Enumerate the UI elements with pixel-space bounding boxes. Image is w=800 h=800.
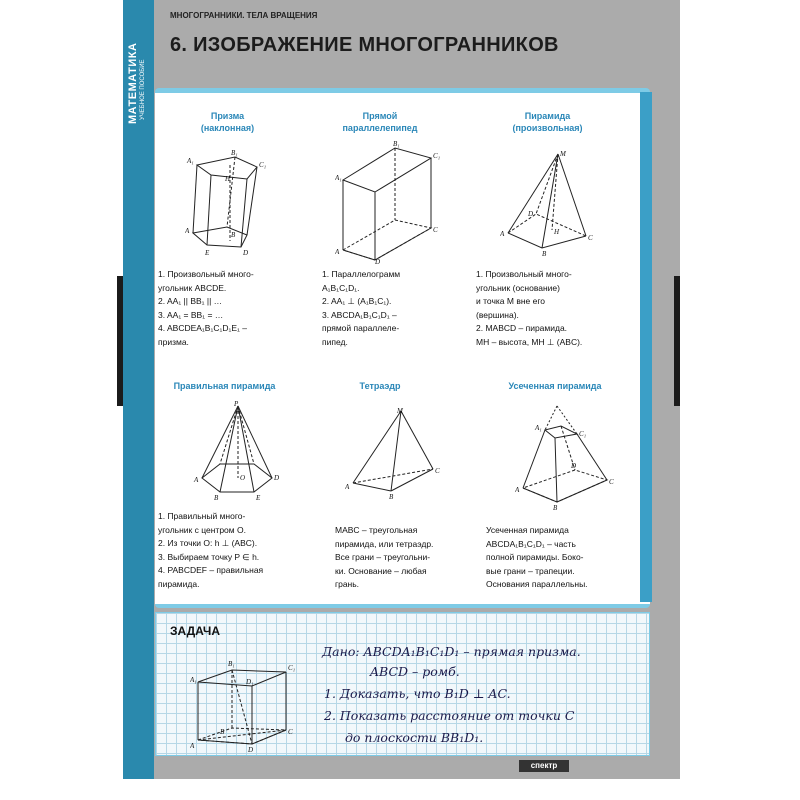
svg-text:A₁: A₁ [187,157,194,165]
text-line: 3. AA₁ = BB₁ = … [158,309,224,320]
text-line: 4. ABCDEA₁B₁C₁D₁E₁ – [158,323,247,333]
truncated-pyramid-figure [515,400,615,510]
text-line: 2. Из точки O: h ⊥ (ABC). [158,538,258,548]
heading-truncated-pyramid [490,380,620,392]
svg-text:B: B [214,494,219,502]
text-line: угольник ABCDE. [158,282,227,293]
text-line: и точка M вне его [476,296,545,306]
task-item-1: 1. Доказать, что B₁D ⊥ AC. [324,686,511,701]
text-line: 1. Произвольный много- [158,269,254,279]
heading-pyramid [495,110,600,134]
svg-text:A: A [515,486,520,494]
svg-text:B: B [542,250,547,258]
text-line: 2. AA₁ ⊥ (A₁B₁C₁). [322,296,392,306]
task-title: ЗАДАЧА [170,624,221,638]
svg-text:H: H [554,228,560,236]
svg-text:A₁: A₁ [335,174,342,182]
heading-line: Пирамида [524,111,571,121]
prism-figure [185,145,280,265]
heading-line: параллелепипед [342,123,418,133]
heading-line: Правильная пирамида [173,381,276,391]
heading-parallelepiped [325,110,435,134]
heading-line: Прямой [362,111,398,121]
publisher-logo: спектр [519,760,569,772]
tetrahedron-figure [345,405,445,500]
heading-line: Тетраэдр [359,381,401,391]
text-tetrahedron [335,524,433,592]
text-line: прямой параллеле- [322,323,400,333]
text-line: Основания параллельны. [486,579,588,589]
svg-text:C: C [609,478,614,486]
right-edge-tab [674,276,680,406]
text-line: вые грани – трапеции. [486,565,575,576]
text-line: Усеченная пирамида [486,525,569,535]
svg-text:A: A [194,476,199,484]
text-line: призма. [158,336,189,347]
heading-line: (произвольная) [512,123,583,133]
text-line: ABCDA₁B₁C₁D₁ – часть [486,538,576,549]
text-line: пирамида, или тетраэдр. [335,538,434,549]
text-line: угольник (основание) [476,282,560,293]
pre-title: МНОГОГРАННИКИ. ТЕЛА ВРАЩЕНИЯ [170,11,318,20]
svg-text:A₁: A₁ [190,676,197,684]
svg-text:C₁: C₁ [579,430,587,438]
svg-text:B₁: B₁ [228,660,235,668]
text-line: ки. Основание – любая [335,565,427,576]
svg-text:E: E [205,249,210,257]
sidebar-strip [123,0,154,779]
text-line: MABC – треугольная [335,525,418,535]
page-title: 6. ИЗОБРАЖЕНИЕ МНОГОГРАННИКОВ [170,34,559,56]
svg-text:C₁: C₁ [259,161,267,169]
heading-line: (наклонная) [200,123,255,133]
svg-text:B: B [231,231,236,239]
svg-text:B₁: B₁ [231,149,238,157]
svg-text:A: A [185,227,190,235]
svg-text:A: A [345,483,350,491]
heading-prism [175,110,280,134]
text-line: MH – высота, MH ⊥ (ABC). [476,336,583,347]
text-line: грань. [335,579,360,589]
svg-text:D: D [571,462,577,470]
text-line: 1. Параллелограмм [322,269,401,279]
panel-accent-bar [640,92,652,602]
svg-text:P: P [234,400,239,408]
svg-text:D: D [274,474,280,482]
svg-text:E: E [256,494,261,502]
heading-regular-pyramid [162,380,287,392]
svg-text:B: B [389,493,394,500]
heading-line: Усеченная пирамида [508,381,602,391]
text-prism [158,268,254,349]
svg-text:M: M [560,150,566,158]
sidebar-subject: МАТЕМАТИКА [127,42,139,124]
text-line: 3. Выбираем точку P ∈ h. [158,551,260,562]
text-line: полной пирамиды. Боко- [486,552,584,562]
svg-text:C₁: C₁ [288,664,296,672]
svg-text:B: B [553,504,558,510]
text-line: пирамида. [158,578,200,589]
svg-text:C: C [588,234,593,242]
pyramid-figure [500,148,595,258]
svg-text:D: D [528,210,534,218]
text-line: 2. MABCD – пирамида. [476,323,568,333]
svg-text:A: A [500,230,505,238]
footer-fine-print [575,761,675,773]
svg-text:C: C [435,467,440,475]
heading-tetrahedron [340,380,420,392]
svg-text:A: A [190,742,195,750]
task-item-2-cont: до плоскости BB₁D₁. [345,730,484,745]
svg-text:A₁: A₁ [535,424,542,432]
svg-text:C₁: C₁ [433,152,441,160]
text-line: 3. ABCDA₁B₁C₁D₁ – [322,309,397,320]
text-line: (вершина). [476,309,519,320]
svg-text:B₁: B₁ [393,140,400,148]
svg-text:M: M [397,407,403,415]
svg-text:C: C [288,728,293,736]
text-line: A₁B₁C₁D₁. [322,282,360,293]
task-given: Дано: ABCDA₁B₁C₁D₁ – прямая призма. [322,644,581,659]
svg-text:O: O [240,474,246,482]
svg-text:D: D [248,746,254,754]
task-rhombus: ABCD – ромб. [370,664,460,679]
svg-text:D₁: D₁ [246,678,254,686]
svg-text:D: D [375,258,381,265]
text-line: Все грани – треугольни- [335,552,431,562]
text-line: 1. Произвольный много- [476,269,572,279]
svg-text:D: D [243,249,249,257]
task-item-2: 2. Показать расстояние от точки C [324,708,575,723]
text-pyramid [476,268,582,349]
text-truncated-pyramid [486,524,588,592]
text-line: пипед. [322,336,348,347]
parallelepiped-figure [335,140,445,265]
text-regular-pyramid [158,510,263,591]
task-prism-figure [190,642,300,754]
text-line: 1. Правильный много- [158,511,246,521]
heading-line: Призма [210,111,245,121]
regular-pyramid-figure [192,400,287,510]
svg-text:B: B [220,728,225,736]
sidebar-subtitle: УЧЕБНОЕ ПОСОБИЕ [140,59,146,120]
svg-text:C: C [433,226,438,234]
text-line: 2. AA₁ || BB₁ || … [158,296,223,306]
svg-text:A: A [335,248,340,256]
svg-text:H: H [225,175,231,183]
text-line: угольник с центром O. [158,524,246,535]
text-parallelepiped [322,268,400,349]
left-edge-tab [117,276,123,406]
text-line: 4. PABCDEF – правильная [158,565,264,575]
